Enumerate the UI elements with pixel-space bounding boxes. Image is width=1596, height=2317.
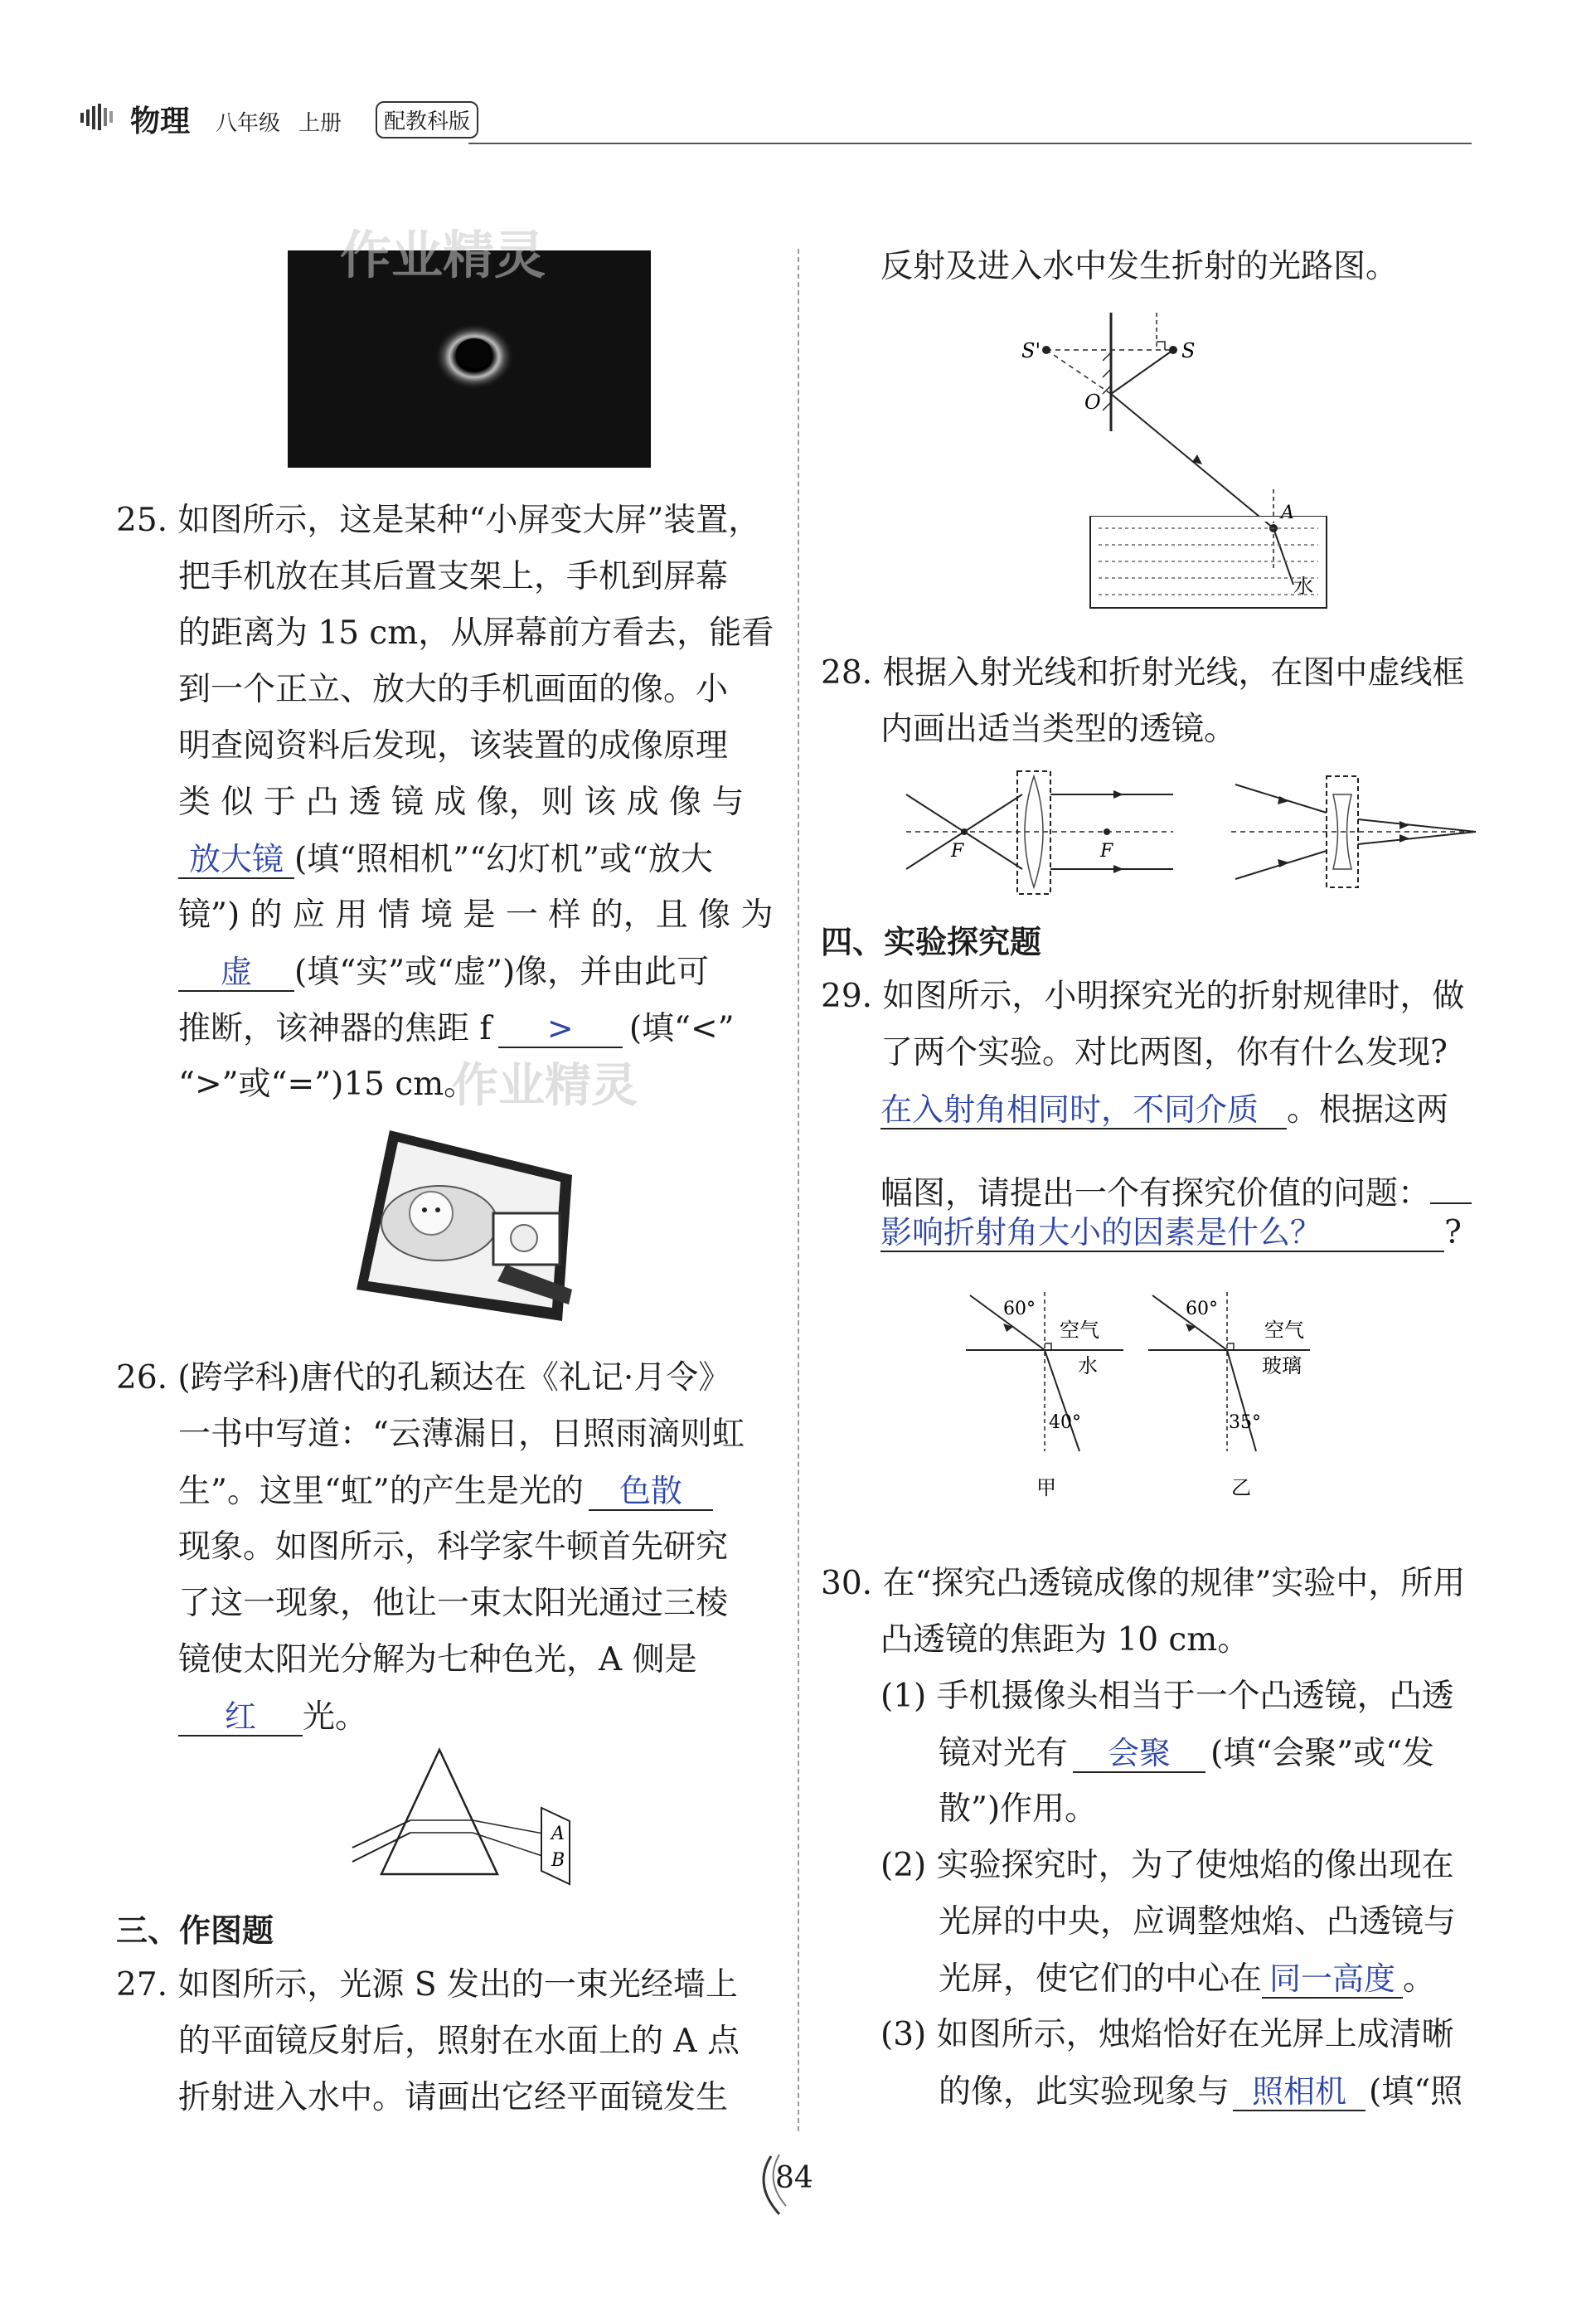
q28-line1: 28. 根据入射光线和折射光线，在图中虚线框 (821, 654, 1465, 692)
q25-line3: 的距离为 15 cm，从屏幕前方看去，能看 (178, 614, 774, 652)
q25-line11: “>”或“=”)15 cm。 (178, 1066, 477, 1103)
fig29-right-angle-in: 60° (1186, 1299, 1218, 1319)
refraction-figures (962, 1285, 1327, 1509)
q30-part2-line1: (2) 实验探究时，为了使烛焰的像出现在 (880, 1847, 1454, 1884)
fig29-right-angle-out: 35° (1229, 1412, 1261, 1433)
q25-line2: 把手机放在其后置支架上，手机到屏幕 (178, 558, 729, 595)
mirror-water-figure (1020, 303, 1351, 630)
q29-answer1: 在入射角相同时，不同介质 (880, 1091, 1287, 1129)
fig29-left-top: 空气 (1060, 1319, 1099, 1342)
q25-answer3: > (498, 1010, 623, 1048)
fig29-right-caption: 乙 (1231, 1476, 1251, 1499)
q27-line2: 的平面镜反射后，照射在水面上的 A 点 (178, 2023, 740, 2060)
fig27-label-s-prime: S' (1021, 339, 1041, 362)
prism-label-b: B (551, 1850, 565, 1871)
fig27-label-water: 水 (1293, 575, 1313, 598)
q30-answer1: 会聚 (1073, 1735, 1205, 1773)
q26-line3: 生”。这里“虹”的产生是光的 色散 (178, 1473, 713, 1511)
q30-line2: 凸透镜的焦距为 10 cm。 (880, 1621, 1250, 1659)
lens1-f-left: F (951, 841, 964, 862)
q29-line2: 了两个实验。对比两图，你有什么发现? (880, 1034, 1448, 1071)
fig29-left-angle-in: 60° (1003, 1299, 1036, 1319)
watermark: 作业精灵 (340, 225, 546, 285)
q26-line7: 红 光。 (178, 1698, 367, 1737)
fig29-left-angle-out: 40° (1049, 1412, 1081, 1433)
q25-answer1: 放大镜 (178, 841, 294, 879)
q29-line1: 29. 如图所示，小明探究光的折射规律时，做 (821, 978, 1465, 1015)
fig27-label-s: S (1181, 339, 1196, 362)
fig27-label-o: O (1084, 391, 1101, 414)
q30-part2-line3: 光屏，使它们的中心在 同一高度 。 (939, 1960, 1436, 1998)
q26-line4: 现象。如图所示，科学家牛顿首先研究 (178, 1528, 729, 1566)
q25-line6: 类 似 于 凸 透 镜 成 像，则 该 成 像 与 (178, 784, 745, 821)
q25-line10: 推断，该神器的焦距 f > (填“<” (178, 1010, 735, 1047)
q26-line1: 26. (跨学科)唐代的孔颖达在《礼记·月令》 (116, 1359, 731, 1397)
q25-line9: 虚 (填“实”或“虚”)像，并由此可 (178, 954, 709, 992)
header-bars-icon (79, 103, 124, 131)
section-4-title: 四、实验探究题 (821, 924, 1042, 960)
fig27-label-a: A (1281, 503, 1294, 523)
q30-part3-line1: (3) 如图所示，烛焰恰好在光屏上成清晰 (880, 2016, 1454, 2053)
lens1-f-right: F (1100, 841, 1113, 862)
q30-part1-line2: 镜对光有 会聚 (填“会聚”或“发 (939, 1735, 1435, 1772)
screen-magnifier-figure (340, 1124, 589, 1335)
q30-answer3: 照相机 (1233, 2073, 1366, 2111)
q30-part1-line3: 散”)作用。 (939, 1790, 1098, 1828)
prism-figure (336, 1741, 609, 1899)
q29-line5: 影响折射角大小的因素是什么？ ? (880, 1214, 1462, 1251)
q25-line7: 放大镜 (填“照相机”“幻灯机”或“放大 (178, 841, 713, 879)
q30-answer2: 同一高度 (1262, 1960, 1403, 1999)
q25-line1: 25. 如图所示，这是某种“小屏变大屏”装置， (116, 502, 761, 539)
q25-line8: 镜”) 的 应 用 情 境 是 一 样 的，且 像 为 (178, 896, 774, 934)
q26-line2: 一书中写道：“云薄漏日，日照雨滴则虹 (178, 1416, 745, 1453)
q30-part1-line1: (1) 手机摄像头相当于一个凸透镜，凸透 (880, 1678, 1454, 1715)
header-edition-badge: 配教科版 (376, 101, 478, 138)
header-rule (468, 143, 1472, 144)
page-number: 84 (775, 2161, 813, 2195)
q25-answer2: 虚 (178, 954, 294, 992)
fig29-left-caption: 甲 (1036, 1476, 1056, 1499)
q26-line5: 了这一现象，他让一束太阳光通过三棱 (178, 1585, 729, 1622)
q28-line2: 内画出适当类型的透镜。 (880, 711, 1237, 748)
section-3-title: 三、作图题 (116, 1912, 274, 1949)
q30-part2-line2: 光屏的中央，应调整烛焰、凸透镜与 (939, 1903, 1457, 1941)
q26-line6: 镜使太阳光分解为七种色光，A 侧是 (178, 1641, 697, 1678)
q29-line3: 在入射角相同时，不同介质 。根据这两 (880, 1091, 1449, 1129)
header-grade: 八年级 (216, 111, 281, 136)
header-subject: 物理 (130, 104, 191, 138)
q25-line5: 明查阅资料后发现，该装置的成像原理 (178, 727, 729, 765)
column-divider (798, 249, 799, 2131)
fig29-left-bottom: 水 (1078, 1354, 1098, 1377)
q26-answer2: 红 (178, 1698, 303, 1737)
lens-figures (900, 761, 1480, 902)
q29-line4: 幅图，请提出一个有探究价值的问题： (880, 1169, 1472, 1212)
q30-part3-line2: 的像，此实验现象与 照相机 (填“照 (939, 2073, 1463, 2111)
prism-label-a: A (551, 1824, 565, 1844)
fig29-right-top: 空气 (1264, 1319, 1304, 1342)
q26-answer1: 色散 (589, 1473, 713, 1511)
header-volume: 上册 (298, 111, 342, 136)
q25-line4: 到一个正立、放大的手机画面的像。小 (178, 671, 729, 708)
q27-line1: 27. 如图所示，光源 S 发出的一束光经墙上 (116, 1966, 738, 2004)
q30-line1: 30. 在“探究凸透镜成像的规律”实验中，所用 (821, 1565, 1466, 1602)
q29-answer2: 影响折射角大小的因素是什么？ (880, 1214, 1444, 1252)
watermark-2: 作业精灵 (452, 1059, 638, 1113)
q27-line4: 反射及进入水中发生折射的光路图。 (880, 248, 1399, 285)
fig29-right-bottom: 玻璃 (1262, 1354, 1302, 1377)
page-header (79, 91, 1472, 146)
q27-line3: 折射进入水中。请画出它经平面镜发生 (178, 2079, 729, 2116)
